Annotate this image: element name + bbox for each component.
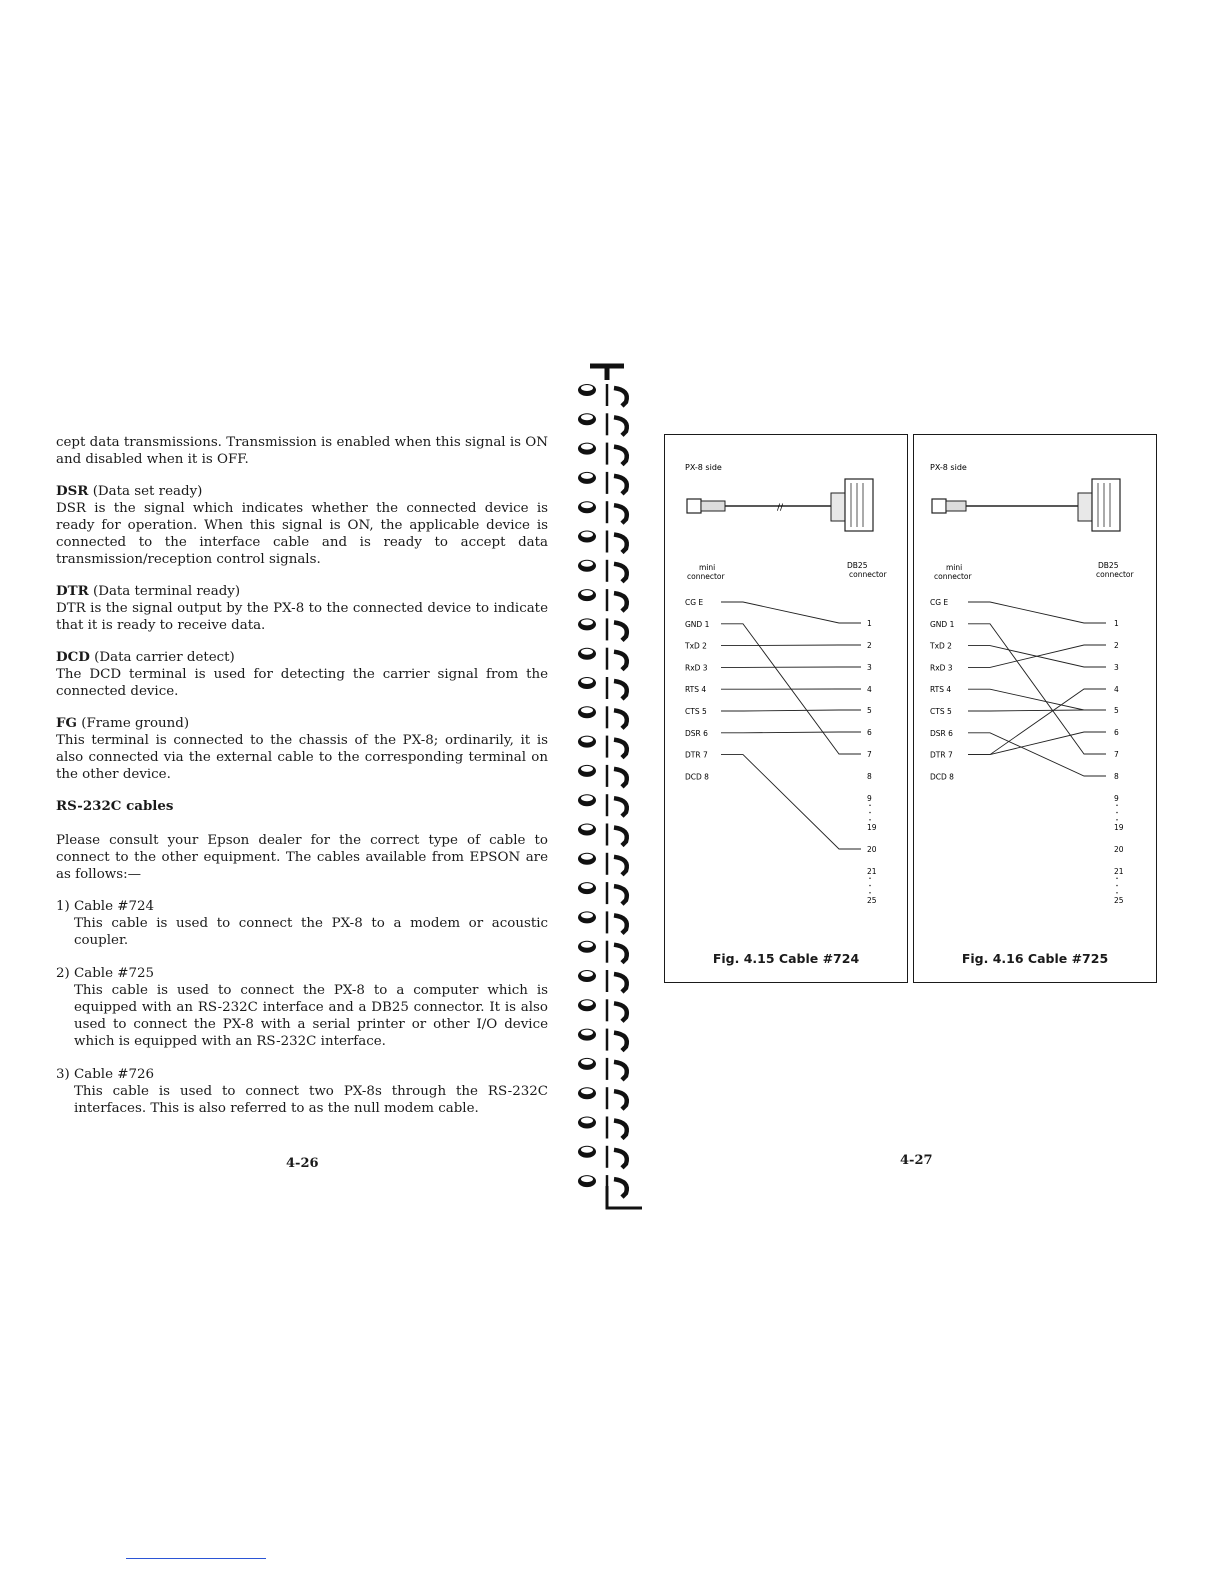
binding-ring	[578, 1175, 627, 1197]
signal-desc: DTR is the signal output by the PX-8 to the connected device to indicate that it is ready to receive data.	[56, 601, 548, 633]
right-pin-label: 6	[867, 728, 872, 737]
cable-desc: This cable is used to connect two PX-8s through the RS-232C interfaces. This is also referred to as the null modem cable.	[74, 1084, 548, 1116]
cable-title: 3) Cable #726	[56, 1067, 155, 1082]
db25-hood	[831, 493, 845, 521]
right-pin-label: 1	[1114, 619, 1119, 628]
left-pin-labels	[684, 598, 710, 781]
signal-desc: DSR is the signal which indicates whether the connected device is ready for operation. When this signal is ON, the applicable device is connected to the interface cable and is ready to accept data transmission/reception control signals.	[56, 501, 548, 567]
binding-ring	[578, 413, 627, 435]
binding-ring	[578, 706, 627, 728]
signal-desc: The DCD terminal is used for detecting the carrier signal from the connected device.	[56, 667, 548, 699]
binding-ring	[578, 911, 627, 933]
signal-fg	[56, 715, 548, 783]
right-pin-label: 5	[867, 706, 872, 715]
right-connector-label: DB25	[1098, 561, 1119, 570]
section-intro: Please consult your Epson dealer for the correct type of cable to connect to the other equipment. The cables available from EPSON are as follows:—	[56, 833, 548, 882]
binding-ring	[578, 999, 627, 1021]
binding-ring	[578, 531, 627, 553]
signal-term: DTR	[56, 583, 89, 599]
right-pin-label: 20	[1114, 845, 1124, 854]
wire-line	[968, 602, 1106, 623]
figure-cable-724	[664, 434, 908, 983]
left-pin-label: RTS 4	[930, 685, 952, 695]
binding-top-clip	[590, 366, 624, 380]
figure-caption: Fig. 4.16 Cable #725	[961, 951, 1109, 966]
left-page	[56, 434, 548, 1133]
gap-dot	[1116, 885, 1118, 887]
left-pin-label: DTR 7	[685, 750, 708, 760]
cable-title: 1) Cable #724	[56, 899, 155, 914]
right-pin-label: 19	[867, 823, 877, 832]
left-pin-label: DTR 7	[930, 750, 953, 760]
right-pin-label: 21	[867, 867, 877, 876]
binding-ring	[578, 472, 627, 494]
cable-break-mark: //	[777, 503, 784, 513]
signal-name: (Data terminal ready)	[92, 584, 241, 599]
right-pin-label: 25	[867, 896, 877, 905]
right-pin-label: 7	[867, 750, 872, 759]
right-page-number: 4-27	[900, 1153, 933, 1168]
signal-dtr	[56, 583, 548, 634]
mini-plug-icon	[932, 499, 946, 513]
spiral-binding	[572, 356, 642, 1216]
gap-dot	[869, 885, 871, 887]
left-pin-label: GND 1	[685, 619, 710, 629]
binding-ring	[578, 1087, 627, 1109]
left-page-number: 4-26	[286, 1156, 319, 1171]
wire-line	[968, 732, 1106, 755]
right-pin-label: 5	[1114, 706, 1119, 715]
cable-desc: This cable is used to connect the PX-8 to a computer which is equipped with an RS-232C interface and a DB25 connector. It is also used to connect the PX-8 with a serial printer or other I/O device which is equipped with an RS-232C interface.	[74, 983, 548, 1049]
db25-connector-icon	[1092, 479, 1120, 531]
cable-desc: This cable is used to connect the PX-8 to a modem or acoustic coupler.	[74, 916, 548, 948]
binding-ring	[578, 794, 627, 816]
wire-line	[968, 645, 1106, 667]
right-pin-label: 4	[1114, 685, 1119, 694]
right-pin-label: 7	[1114, 750, 1119, 759]
cable-item-726	[56, 1066, 548, 1117]
left-pin-label: DCD 8	[930, 772, 954, 782]
right-connector-label: connector	[849, 570, 887, 579]
binding-ring	[578, 1146, 627, 1168]
wiring-lines	[968, 602, 1106, 776]
right-pin-labels	[867, 619, 877, 905]
signal-desc: This terminal is connected to the chassis of the PX-8; ordinarily, it is also connected via the external cable to the corresponding terminal on the other device.	[56, 733, 548, 782]
wire-line	[721, 602, 861, 623]
right-pin-label: 1	[867, 619, 872, 628]
gap-dot	[1116, 812, 1118, 814]
binding-ring	[578, 824, 627, 846]
right-pin-label: 20	[867, 845, 877, 854]
signal-term: FG	[56, 715, 77, 731]
cable-illustration	[932, 479, 1120, 531]
signal-name: (Data set ready)	[92, 484, 203, 499]
binding-ring	[578, 677, 627, 699]
gap-dot	[1116, 819, 1118, 821]
right-pin-label: 6	[1114, 728, 1119, 737]
right-pin-label: 21	[1114, 867, 1124, 876]
binding-ring	[578, 384, 627, 406]
right-pin-labels	[1114, 619, 1124, 905]
binding-ring	[578, 853, 627, 875]
left-connector-label: connector	[687, 572, 725, 581]
mini-plug-icon	[687, 499, 701, 513]
gap-dot	[869, 819, 871, 821]
signal-name: (Frame ground)	[81, 716, 190, 731]
scan-artifact-line	[126, 1558, 266, 1559]
wiring-diagram-725	[914, 435, 1156, 982]
wire-line	[721, 645, 861, 646]
binding-ring	[578, 501, 627, 523]
cable-illustration	[687, 479, 873, 531]
wiring-diagram-724	[665, 435, 907, 982]
left-pin-label: CTS 5	[930, 707, 952, 716]
gap-dot	[1116, 804, 1118, 806]
right-pin-label: 2	[1114, 641, 1119, 650]
right-connector-label: DB25	[847, 561, 868, 570]
left-pin-label: CTS 5	[685, 707, 707, 716]
gap-dot	[869, 877, 871, 879]
left-pin-label: DSR 6	[930, 728, 953, 738]
left-pin-label: TxD 2	[930, 641, 952, 651]
binding-ring	[578, 618, 627, 640]
cable-title: 2) Cable #725	[56, 966, 155, 981]
left-connector-label: mini	[699, 563, 716, 572]
side-label: PX-8 side	[930, 463, 967, 472]
wire-line	[968, 710, 1106, 711]
wiring-lines	[721, 602, 861, 849]
right-pin-label: 4	[867, 685, 872, 694]
left-pin-label: RxD 3	[685, 663, 708, 673]
left-pin-label: DCD 8	[685, 772, 709, 782]
plug-body	[701, 501, 725, 511]
gap-dot	[869, 804, 871, 806]
binding-ring	[578, 882, 627, 904]
right-pin-label: 19	[1114, 823, 1124, 832]
gap-dot	[1116, 877, 1118, 879]
intro-paragraph: cept data transmissions. Transmission is enabled when this signal is ON and disabled when it is OFF.	[56, 435, 548, 467]
right-connector-label: connector	[1096, 570, 1134, 579]
binding-ring	[578, 648, 627, 670]
cable-item-725	[56, 965, 548, 1050]
wire-line	[721, 755, 861, 849]
section-title: RS-232C cables	[56, 798, 174, 814]
signal-dcd	[56, 649, 548, 700]
cable-item-724	[56, 898, 548, 949]
binding-ring	[578, 941, 627, 963]
wire-line	[968, 689, 1106, 710]
figure-cable-725	[913, 434, 1157, 983]
left-pin-labels	[929, 598, 955, 781]
left-connector-label: mini	[946, 563, 963, 572]
right-pin-label: 8	[867, 772, 872, 781]
binding-ring	[578, 560, 627, 582]
signal-name: (Data carrier detect)	[94, 650, 235, 665]
left-pin-label: RxD 3	[930, 663, 953, 673]
binding-ring	[578, 1117, 627, 1139]
left-pin-label: GND 1	[930, 619, 955, 629]
right-pin-label: 9	[1114, 794, 1119, 803]
left-pin-label: DSR 6	[685, 728, 708, 738]
signal-dsr	[56, 483, 548, 568]
db25-hood	[1078, 493, 1092, 521]
binding-ring	[578, 970, 627, 992]
wire-line	[968, 689, 1106, 755]
gap-dot	[869, 812, 871, 814]
right-pin-label: 9	[867, 794, 872, 803]
left-connector-label: connector	[934, 572, 972, 581]
gap-dot	[869, 892, 871, 894]
binding-ring	[578, 736, 627, 758]
signal-term: DCD	[56, 649, 90, 665]
db25-connector-icon	[845, 479, 873, 531]
right-pin-label: 8	[1114, 772, 1119, 781]
left-pin-label: TxD 2	[685, 641, 707, 651]
left-pin-label: RTS 4	[685, 685, 707, 695]
binding-ring	[578, 1058, 627, 1080]
wire-line	[721, 710, 861, 711]
plug-body	[946, 501, 966, 511]
right-pin-label: 25	[1114, 896, 1124, 905]
signal-term: DSR	[56, 483, 89, 499]
right-pin-label: 2	[867, 641, 872, 650]
right-pin-label: 3	[1114, 663, 1119, 672]
left-pin-label: CG E	[930, 598, 949, 607]
wire-line	[721, 732, 861, 733]
right-pin-label: 3	[867, 663, 872, 672]
figure-caption: Fig. 4.15 Cable #724	[712, 951, 860, 966]
gap-dot	[1116, 892, 1118, 894]
binding-ring	[578, 443, 627, 465]
left-pin-label: CG E	[685, 598, 704, 607]
binding-ring	[578, 589, 627, 611]
side-label: PX-8 side	[685, 463, 722, 472]
binding-ring	[578, 1029, 627, 1051]
binding-ring	[578, 765, 627, 787]
